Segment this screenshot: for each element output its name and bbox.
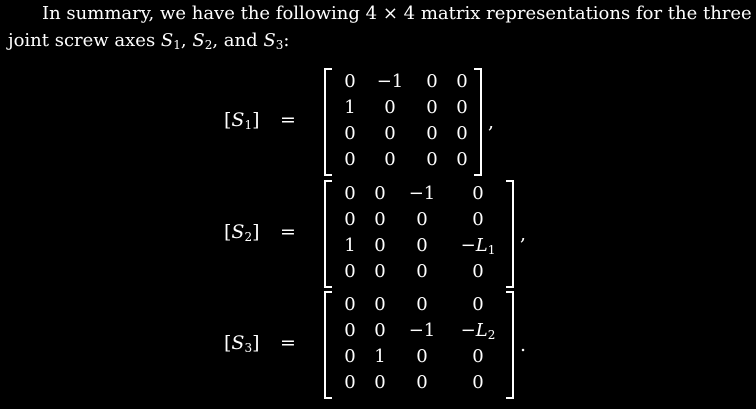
matrix-cell: 0	[374, 261, 386, 282]
lhs-index: 3	[244, 341, 253, 355]
matrix	[324, 68, 484, 176]
lhs-symbol: $S_3$	[231, 332, 253, 355]
matrix-cell: 0	[456, 97, 468, 118]
lhs-open-bracket: [	[224, 109, 232, 131]
matrix-cell: 0	[472, 294, 484, 315]
line1-text-pre: In summary, we have the following	[42, 3, 366, 24]
matrix-cell: 0	[344, 372, 356, 393]
matrix-cell: 0	[344, 183, 356, 204]
matrix-cell: 0	[344, 209, 356, 230]
lhs-open-bracket: [	[224, 221, 232, 243]
lhs-symbol: $S_2$	[231, 221, 253, 244]
inline-axis-index: 3	[275, 38, 284, 52]
equation-row-3	[0, 291, 756, 399]
line1-text-post: matrix representations for the three	[415, 3, 752, 24]
trailing-punctuation: ,	[488, 111, 495, 133]
inline-axis-symbol: $S_3$	[263, 30, 284, 52]
equals-sign: =	[280, 221, 296, 243]
matrix-cell: 0	[344, 71, 356, 92]
inline-axis-symbol: $S_1$	[160, 30, 181, 52]
equals-sign: =	[280, 332, 296, 354]
matrix-cell: 0	[416, 209, 428, 230]
matrix-cell: 0	[472, 346, 484, 367]
inline-axes-list	[161, 30, 283, 51]
line2-text-post: :	[283, 30, 290, 51]
matrix-cell: 0	[416, 261, 428, 282]
matrix-cell: 0	[416, 235, 428, 256]
matrix-cell: 0	[426, 71, 438, 92]
matrix-cell: 0	[374, 235, 386, 256]
matrix-cell: 0	[416, 372, 428, 393]
inline-axis-symbol: $S_2$	[192, 30, 213, 52]
matrix-cell: −1	[408, 320, 436, 341]
matrix-cell: 0	[374, 320, 386, 341]
matrix-cell: 0	[456, 71, 468, 92]
matrix	[324, 291, 516, 399]
equation-lhs	[224, 221, 276, 244]
inline-axis-separator: , and	[212, 30, 264, 51]
matrix-right-bracket	[506, 180, 514, 288]
matrix-cell: 0	[344, 346, 356, 367]
lhs-close-bracket: ]	[252, 221, 260, 243]
matrix-cell: 0	[374, 294, 386, 315]
line2-text-pre: joint screw axes	[8, 30, 161, 51]
matrix-cell: 0	[344, 123, 356, 144]
matrix-cell: 0	[426, 149, 438, 170]
matrix-cell: 0	[416, 346, 428, 367]
matrix-cell: 0	[426, 97, 438, 118]
lhs-close-bracket: ]	[252, 109, 260, 131]
matrix-cell: 0	[456, 149, 468, 170]
matrix-cell: 0	[344, 149, 356, 170]
matrix-cell: −1	[408, 183, 436, 204]
trailing-punctuation: .	[520, 334, 527, 356]
inline-axis-separator: ,	[180, 30, 193, 51]
matrix-cell: 0	[472, 183, 484, 204]
matrix-cell: 1	[344, 97, 356, 118]
matrix-cell: 0	[472, 372, 484, 393]
lhs-close-bracket: ]	[252, 332, 260, 354]
matrix-cell: 0	[416, 294, 428, 315]
matrix-cell: 0	[456, 123, 468, 144]
matrix-cell: −1	[376, 71, 404, 92]
summary-paragraph	[8, 0, 756, 59]
matrix-cell: 0	[384, 97, 396, 118]
matrix-cell: 0	[374, 183, 386, 204]
matrix-cell: 0	[472, 209, 484, 230]
matrix-cell: 0	[426, 123, 438, 144]
equation-row-2	[0, 180, 756, 288]
matrix-cell: 0	[384, 149, 396, 170]
matrix-cell: 0	[344, 320, 356, 341]
matrix-cell: 1	[374, 346, 386, 367]
matrix-cell: 1	[344, 235, 356, 256]
equation-row-1	[0, 68, 756, 176]
paragraph-line-1	[8, 0, 756, 27]
lhs-symbol: $S_1$	[231, 109, 253, 132]
matrix-size: 4 × 4	[365, 3, 416, 24]
trailing-punctuation: ,	[520, 223, 527, 245]
equation-lhs	[224, 109, 276, 132]
equals-sign: =	[280, 109, 296, 131]
matrix-cell: 0	[472, 261, 484, 282]
inline-axis-index: 2	[204, 38, 213, 52]
matrix-cell: $-L_1$	[460, 235, 496, 257]
paragraph-line-2	[8, 27, 756, 59]
matrix-cell: 0	[374, 209, 386, 230]
equation-lhs	[224, 332, 276, 355]
lhs-index: 1	[244, 118, 253, 132]
matrix-right-bracket	[506, 291, 514, 399]
inline-axis-index: 1	[173, 38, 181, 52]
lhs-open-bracket: [	[224, 332, 232, 354]
matrix-cell: 0	[384, 123, 396, 144]
matrix-cell: 0	[344, 294, 356, 315]
matrix-cell: $-L_2$	[460, 320, 496, 342]
matrix	[324, 180, 516, 288]
matrix-cell: 0	[374, 372, 386, 393]
lhs-index: 2	[244, 230, 253, 244]
matrix-cell: 0	[344, 261, 356, 282]
